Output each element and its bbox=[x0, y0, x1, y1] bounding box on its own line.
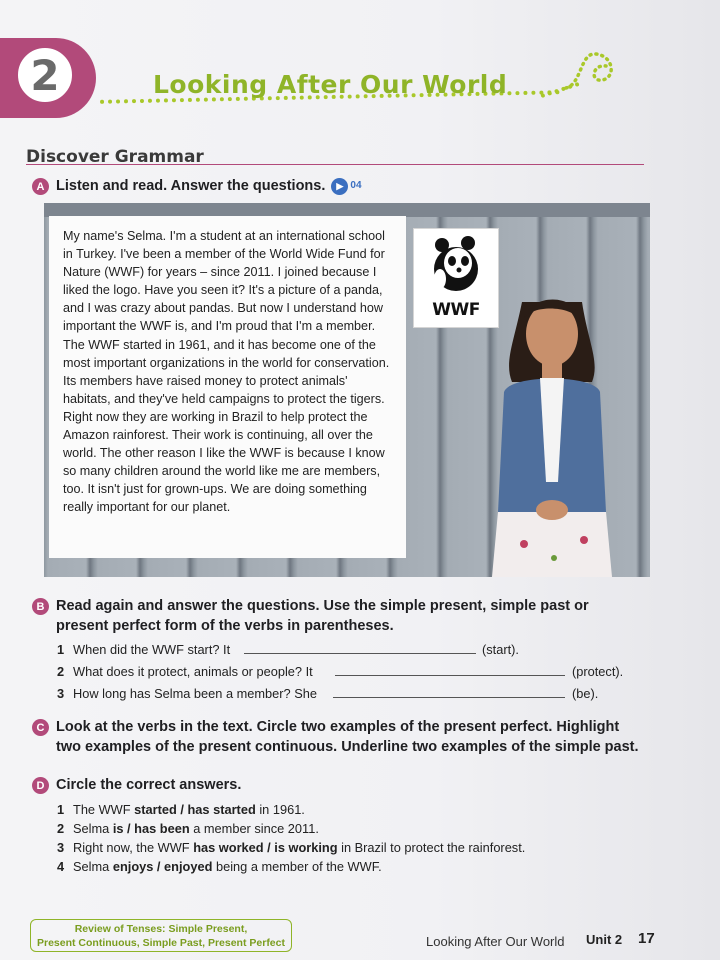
task-c-instruction: Look at the verbs in the text. Circle two examples of the present perfect. Highlight two examples of the present continuous. Underline two examples of the simple past. bbox=[56, 719, 639, 755]
reading-text: My name's Selma. I'm a student at an international school in Turkey. I've been a member of the World Wide Fund for Nature (WWF) for years – since 2011. I joined because I liked the logo. Have you seen it? It's a picture of a panda, and I was crazy about pandas. But now I understand how important the WWF is, and I'm proud that I'm a member. The WWF started in 1961, and it has become one of the most important organizations in the world for conservation. Its members have raised money to protect animals' habitats, and they've held campaigns to protect the tigers. Right now they are working in Brazil to help protect the Amazon rainforest. Their work is continuing, all over the world. The other reason I like the WWF is because I know so many children around the world like me are members, too. It isn't just for grown-ups. We are doing something really important for our planet. bbox=[63, 229, 390, 515]
task-d-badge: D bbox=[32, 777, 49, 794]
d-item-3: 3 Right now, the WWF has worked / is working in Brazil to protect the rainforest. bbox=[57, 840, 526, 855]
choice-1[interactable]: started / has started bbox=[134, 802, 256, 817]
task-a-instruction: Listen and read. Answer the questions. bbox=[56, 178, 326, 194]
choice-3[interactable]: has worked / is working bbox=[193, 840, 338, 855]
d-item-2: 2 Selma is / has been a member since 2011. bbox=[57, 821, 319, 836]
task-b-instruction: Read again and answer the questions. Use the simple present, simple past or present perfect form of the verbs in parentheses. bbox=[56, 598, 589, 634]
review-box bbox=[30, 919, 292, 952]
question-1: 1 When did the WWF start? It bbox=[57, 642, 231, 657]
choice-4[interactable]: enjoys / enjoyed bbox=[112, 859, 213, 874]
d-item-1: 1 The WWF started / has started in 1961. bbox=[57, 802, 305, 817]
section-rule bbox=[26, 164, 644, 165]
choice-2[interactable]: is / has been bbox=[112, 821, 190, 836]
task-b bbox=[32, 596, 612, 636]
d-item-4: 4 Selma enjoys / enjoyed being a member of the WWF. bbox=[57, 859, 382, 874]
footer-title: Looking After Our World bbox=[426, 934, 565, 949]
answer-line-1[interactable] bbox=[244, 653, 476, 654]
verb-hint-3: (be). bbox=[572, 686, 599, 701]
question-3: 3 How long has Selma been a member? She bbox=[57, 686, 317, 701]
task-c-badge: C bbox=[32, 719, 49, 736]
unit-number: 2 bbox=[14, 44, 76, 106]
verb-hint-2: (protect). bbox=[572, 664, 624, 679]
review-line-2: Present Continuous, Simple Past, Present Perfect bbox=[37, 937, 285, 949]
task-b-badge: B bbox=[32, 598, 49, 615]
footer-unit: Unit 2 bbox=[586, 932, 623, 947]
audio-track-number: 04 bbox=[350, 180, 362, 192]
task-d-instruction: Circle the correct answers. bbox=[56, 777, 242, 793]
answer-line-2[interactable] bbox=[335, 675, 565, 676]
task-c bbox=[32, 717, 644, 757]
question-2: 2 What does it protect, animals or people? It bbox=[57, 664, 313, 679]
task-d bbox=[32, 775, 612, 795]
task-a bbox=[32, 176, 632, 196]
reading-passage bbox=[49, 216, 406, 558]
speaker-icon[interactable]: ▶ bbox=[331, 178, 348, 195]
verb-hint-1: (start). bbox=[482, 642, 519, 657]
swirl-decoration bbox=[562, 44, 618, 92]
student-photo bbox=[484, 282, 619, 577]
audio-track[interactable] bbox=[331, 176, 361, 196]
unit-title: Looking After Our World bbox=[153, 70, 508, 99]
wwf-logo-text: WWF bbox=[432, 300, 480, 320]
task-a-badge: A bbox=[32, 178, 49, 195]
review-line-1: Review of Tenses: Simple Present, bbox=[74, 923, 248, 935]
answer-line-3[interactable] bbox=[333, 697, 565, 698]
section-heading: Discover Grammar bbox=[26, 147, 204, 167]
page-number: 17 bbox=[638, 930, 655, 947]
